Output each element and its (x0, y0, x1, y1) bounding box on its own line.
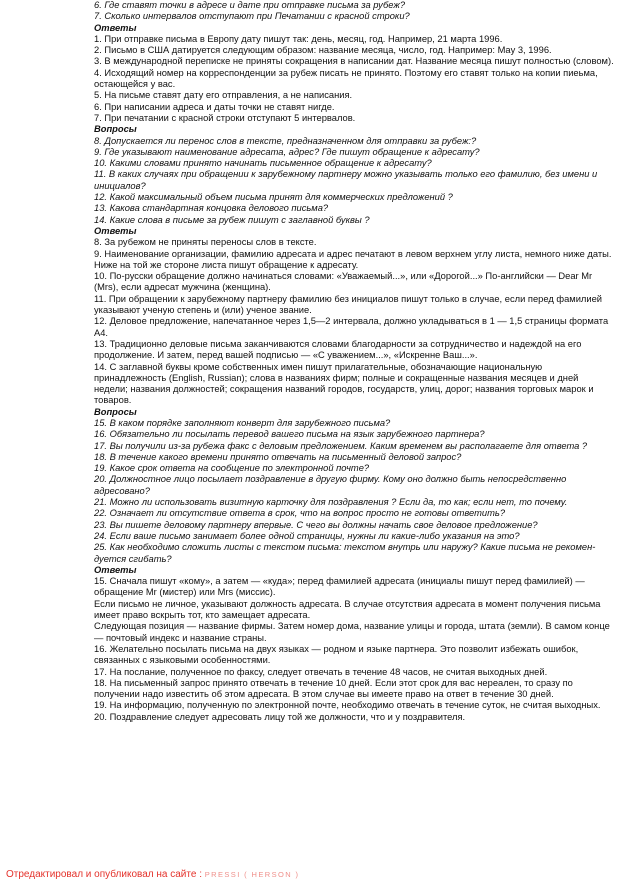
answer-line: 15. Сначала пишут «кому», а затем — «куда»; перед фамилией адресата (инициалы пишут перед фамилией) — обращение Mr (мистер) или Mrs (миссис). (94, 576, 585, 598)
document-body (94, 0, 614, 723)
answer-line: 9. Наименование организации, фамилию адресата и адрес печатают в левом верхнем углу листа, немного ниже даты. Ниже на той же стороне листа пишут обращение к адресату. (94, 248, 612, 270)
question-line: 16. Обязательно ли посылать перевод вашего письма на язык зарубежного партнера? (94, 429, 485, 440)
question-line: 19. Какое срок ответа на сообщение по электронной почте? (94, 463, 370, 474)
question-line: 24. Если ваше письмо занимает более одной страницы, нужны ли какие-либо указания на это? (94, 530, 520, 541)
answer-line: 12. Деловое предложение, напечатанное через 1,5—2 интервала, должно укладываться в 1 — 1,5 страницы формата А4. (94, 316, 609, 338)
question-line: 21. Можно ли использовать визитную карточку для поздравления ? Если да, то как; если нет, то почему. (94, 497, 568, 508)
answer-line: 6. При написании адреса и даты точки не ставят нигде. (94, 101, 335, 112)
question-line: 9. Где указывают наименование адресата, адрес? Где пишут обращение к адресату? (94, 146, 480, 157)
answer-line: 4. Исходящий номер на корреспонденции за рубеж писать не принято. Поэтому его ставят только на копии пиеьма, остающейся у вас. (94, 67, 598, 90)
question-line: 8. Допускается ли перенос слов в тексте, предназначенном для отправки за рубеж:? (94, 135, 477, 146)
question-line: 7. Сколько интервалов отступают при Печатании с красной строки? (94, 11, 410, 22)
question-line: 15. В каком порядке заполняют конверт для зарубежного письма? (94, 417, 391, 428)
answer-line: 11. При обращении к зарубежному партнеру фамилию без инициалов пишут только в случае, если перед фамилией указывают ученую степень и (или) ученое звание. (94, 293, 602, 316)
question-line: 18. В течение какого времени принято отвечать на письменный деловой запрос? (94, 451, 462, 462)
question-line: 22. Означает ли отсутствие ответа в срок, что на вопрос просто не готовы ответить? (94, 508, 506, 519)
answer-line: 20. Поздравление следует адресовать лицу той же должности, что и у поздравителя. (94, 711, 466, 722)
question-line: 25. Как необходимо сложить листы с текстом письма: текстом внутрь или наружу? Какие письма не рекомен-дуется сгибать? (94, 542, 596, 564)
section-heading: Ответы (94, 22, 137, 33)
section-heading: Вопросы (94, 406, 137, 417)
answer-line: 18. На письменный запрос принято отвечать в течение 10 дней. Если этот срок для вас нереален, то сразу по получении надо известить об этом адресата. В этом случае вы имеете право на ответ в течение 30 дней. (94, 677, 573, 700)
answer-line: 14. С заглавной буквы кроме собственных имен пишут прилагательные, обозначающие национальную принадлежность (English, Russian); слова в названиях фирм; полные и сокращенные названия месяцев и дней недели; названия должностей; сокращения названий городов, государств, улиц, дорог; названия торговых марок и товаров. (94, 361, 594, 406)
question-line: 13. Какова стандартная концовка делового письма? (94, 203, 329, 214)
answer-line: 5. На письме ставят дату его отправления, а не написания. (94, 90, 353, 101)
question-line: 14. Какие слова в письме за рубеж пишут с заглавной буквы ? (94, 214, 370, 225)
question-line: 20. Должностное лицо посылает поздравление в другую фирму. Кому оно должно быть непосредственно адресовано? (94, 474, 567, 496)
answer-line: 17. На послание, полученное по факсу, следует отвечать в течение 48 часов, не считая выходных дней. (94, 666, 548, 677)
footer-site-name[interactable]: PRESSI ( HERSON ) (204, 870, 300, 879)
question-line: 10. Какими словами принято начинать письменное обращение к адресату? (94, 158, 432, 169)
question-line: 6. Где ставят точки в адресе и дате при отправке письма за рубеж? (94, 0, 406, 10)
section-heading: Вопросы (94, 124, 137, 135)
question-line: 11. В каких случаях при обращении к зарубежному партнеру можно указывать только его фамилию, без имени и инициалов? (94, 169, 598, 191)
question-line: 23. Вы пишете деловому партнеру впервые. С чего вы должны начать свое деловое предложение? (94, 519, 538, 530)
answer-line: 16. Желательно посылать письма на двух языках — родном и языке партнера. Это позволит избежать ошибок, связанных с языковыми особенностями. (94, 643, 579, 666)
answer-line: Если письмо не личное, указывают должность адресата. В случае отсутствия адресата в момент получения письма имеет право вскрыть тот, кто замещает адресата. (94, 598, 601, 621)
answer-line: 10. По-русски обращение должно начинаться словами: «Уважаемый...», или «Дорогой...» По-английски — Dear Mr (Mrs), если адресат мужчина (женщина). (94, 271, 593, 293)
question-line: 12. Какой максимальный объем письма принят для коммерческих предложений ? (94, 192, 453, 203)
answer-line: Следующая позиция — название фирмы. Затем номер дома, название улицы и города, штата (земли). В самом конце — почтовый индекс и название страны. (94, 621, 610, 643)
answer-line: 1. При отправке письма в Европу дату пишут так: день, месяц, год. Например, 21 марта 1996. (94, 33, 503, 44)
section-heading: Ответы (94, 225, 137, 236)
section-heading: Ответы (94, 564, 137, 575)
answer-line: 2. Письмо в США датируется следующим образом: название месяца, число, год. Например: May 3, 1996. (94, 45, 552, 56)
answer-line: 3. В международной переписке не приняты сокращения в написании дат. Название месяца пишут полностью (словом). (94, 56, 614, 67)
footer-label: Отредактировал и опубликовал на сайте : (6, 869, 202, 880)
question-line: 17. Вы получили из-за рубежа факс с деловым предложением. Каким временем вы располагаете для ответа ? (94, 440, 588, 451)
answer-line: 7. При печатании с красной строки отступают 5 интервалов. (94, 112, 356, 123)
answer-line: 8. За рубежом не приняты переносы слов в тексте. (94, 237, 317, 248)
answer-line: 13. Традиционно деловые письма заканчиваются словами благодарности за сотрудничество и надеждой на его продолжение. И затем, перед вашей подписью — «С уважением...», «Искренне Ваш...». (94, 338, 582, 361)
answer-line: 19. На информацию, полученную по электронной почте, необходимо отвечать в течение суток, не считая выходных. (94, 700, 601, 711)
footer (6, 869, 616, 881)
